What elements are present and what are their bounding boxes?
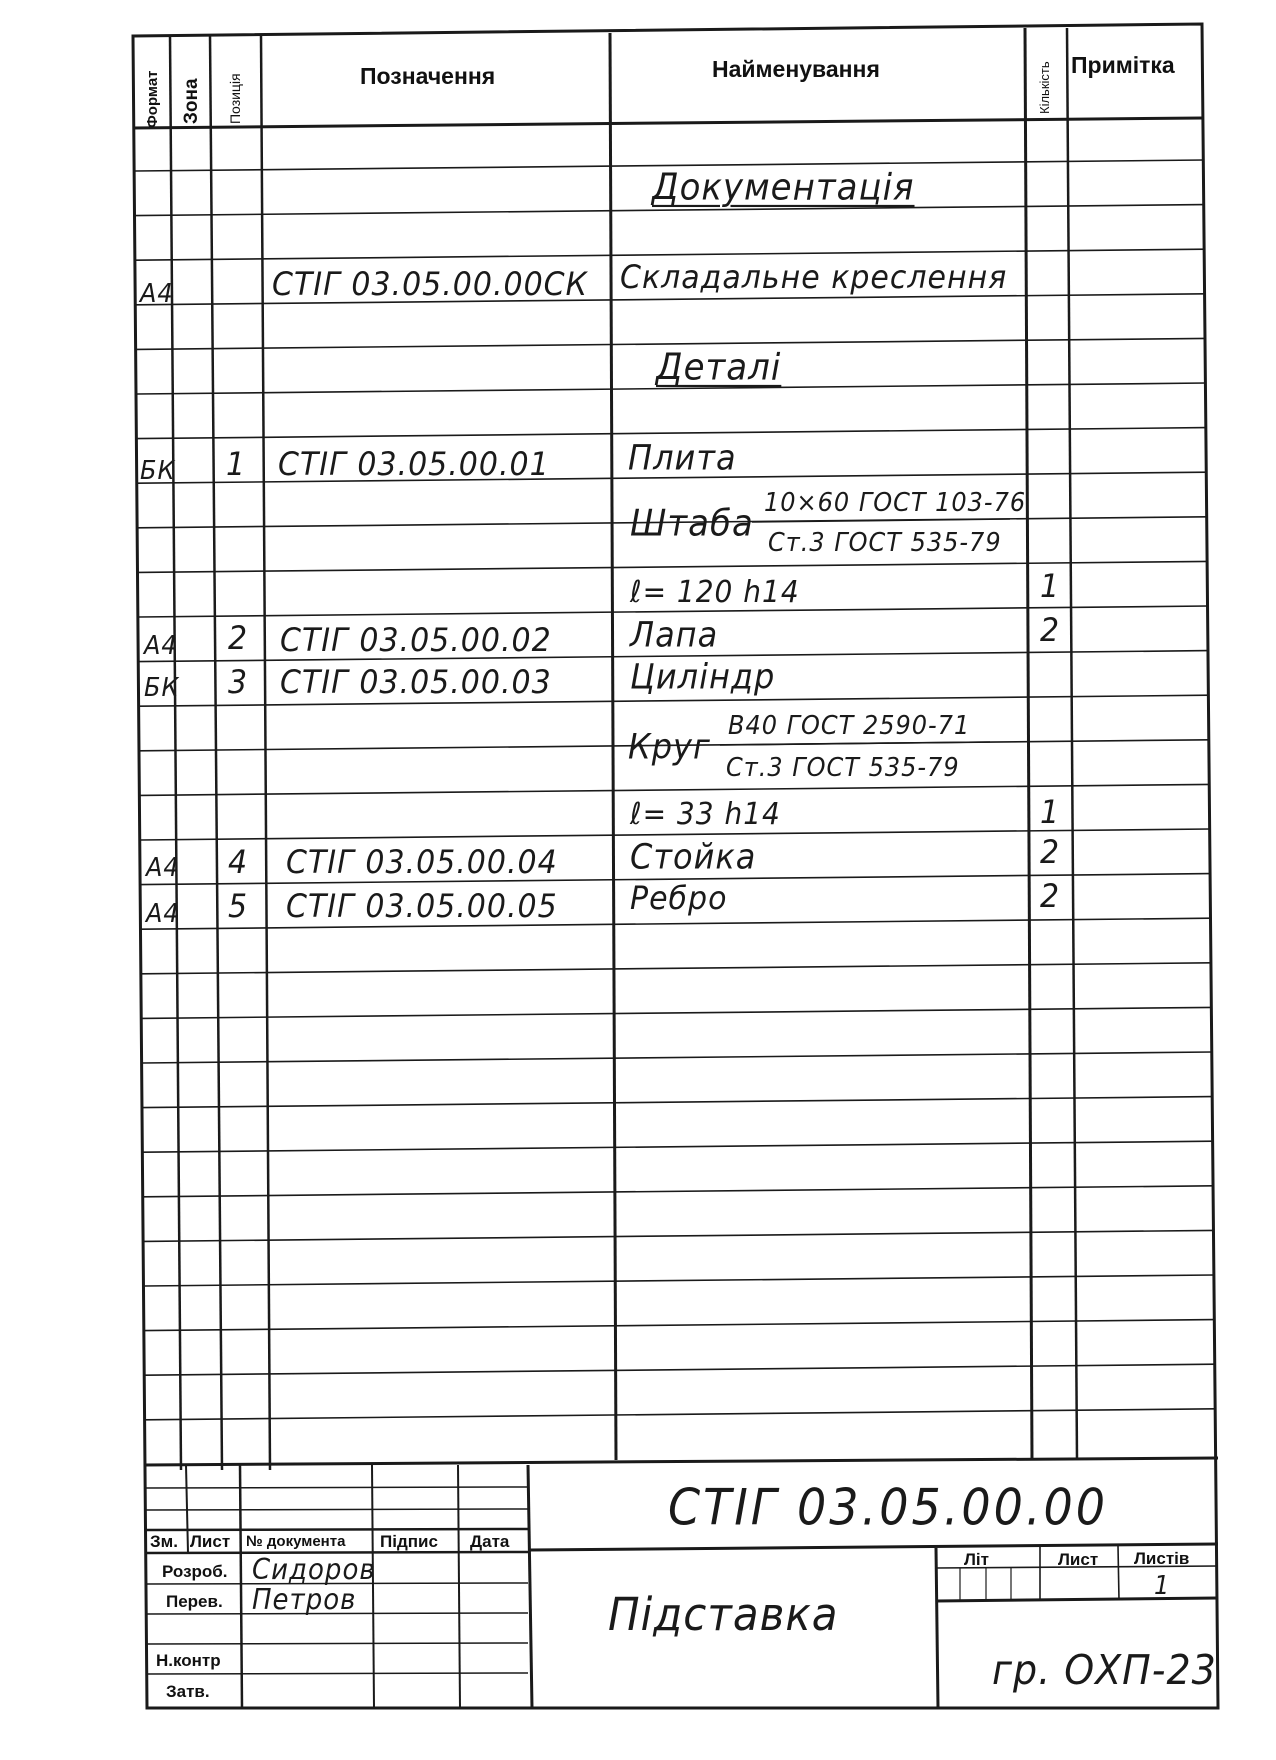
- row5-name: Стойка: [630, 836, 757, 878]
- row2-material-bottom: Ст.3 ГОСТ 535-79: [768, 527, 1002, 558]
- row3-name: Лапа: [630, 614, 719, 656]
- table-row-line: [145, 1364, 1214, 1375]
- row4-name: Циліндр: [630, 656, 776, 698]
- tb-label-sheet: Лист: [190, 1532, 231, 1551]
- row6-designation: СТІГ 03.05.00.05: [286, 888, 558, 926]
- tb-label-approved: Затв.: [166, 1682, 210, 1701]
- row2-material-label: Штаба: [630, 502, 754, 546]
- row3-designation: СТІГ 03.05.00.02: [280, 622, 552, 660]
- tb-label-checked: Перев.: [166, 1592, 223, 1611]
- section-documentation: Документація: [652, 166, 915, 210]
- row4-designation: СТІГ 03.05.00.03: [280, 664, 552, 702]
- header-note: Примітка: [1071, 52, 1175, 78]
- row1-designation: СТІГ 03.05.00.00СК: [272, 266, 588, 304]
- row4-position: 3: [228, 664, 249, 702]
- row3-format: А4: [144, 630, 178, 661]
- row6-quantity: 2: [1040, 878, 1061, 916]
- tb-label-norm-control: Н.контр: [156, 1651, 221, 1670]
- row4-format: БК: [144, 672, 180, 703]
- row2-material-top: 10×60 ГОСТ 103-76: [764, 487, 1027, 518]
- document-code: СТІГ 03.05.00.00: [668, 1478, 1109, 1537]
- row3-position: 2: [228, 620, 249, 658]
- row4-material-label: Круг: [628, 726, 711, 768]
- header-designation: Позначення: [360, 63, 496, 89]
- row6-position: 5: [228, 888, 249, 926]
- row6-format: А4: [146, 898, 180, 929]
- row1-format: А4: [140, 278, 174, 309]
- row2-length: ℓ= 120 h14: [630, 574, 800, 610]
- tb-label-signature: Підпис: [380, 1532, 438, 1551]
- tb-sheets-count: 1: [1154, 1570, 1171, 1601]
- header-position: Позиція: [227, 73, 243, 124]
- row4-length: ℓ= 33 h14: [630, 796, 781, 832]
- tb-label-sheet2: Лист: [1058, 1550, 1099, 1569]
- table-row-line: [145, 1275, 1214, 1286]
- tb-label-date: Дата: [470, 1532, 510, 1551]
- row2-designation: СТІГ 03.05.00.01: [278, 446, 550, 484]
- row6-name: Ребро: [630, 880, 728, 918]
- row2-quantity: 1: [1040, 568, 1061, 606]
- product-name: Підставка: [608, 1588, 839, 1641]
- row5-format: А4: [146, 852, 180, 883]
- tb-label-developed: Розроб.: [162, 1562, 228, 1581]
- row5-designation: СТІГ 03.05.00.04: [286, 844, 558, 882]
- tb-checker: Петров: [252, 1584, 357, 1617]
- header-format: Формат: [144, 70, 161, 128]
- header-quantity: Кількість: [1037, 61, 1052, 114]
- header-zone: Зона: [181, 78, 202, 124]
- tb-label-sheets: Листів: [1134, 1549, 1190, 1568]
- row2-format: БК: [140, 455, 176, 486]
- row5-position: 4: [228, 844, 249, 882]
- row3-quantity: 2: [1040, 612, 1061, 650]
- row1-name: Складальне креслення: [620, 259, 1008, 297]
- row4-material-top: В40 ГОСТ 2590-71: [728, 710, 971, 741]
- row4-quantity: 1: [1040, 794, 1061, 832]
- tb-label-change: Зм.: [150, 1532, 178, 1551]
- table-row-line: [142, 963, 1211, 974]
- table-row-line: [142, 1007, 1211, 1018]
- row4-material-bottom: Ст.3 ГОСТ 535-79: [726, 752, 960, 783]
- row2-name: Плита: [628, 437, 737, 479]
- table-row-line: [146, 1409, 1215, 1420]
- table-row-line: [143, 1141, 1212, 1152]
- table-row-line: [143, 1097, 1212, 1108]
- group-name: гр. ОХП-23: [992, 1646, 1217, 1694]
- section-details: Деталі: [656, 346, 782, 390]
- tb-developer: Сидоров: [252, 1554, 376, 1587]
- table-row-line: [145, 1320, 1214, 1331]
- table-row-line: [144, 1230, 1213, 1241]
- row2-position: 1: [226, 446, 247, 484]
- table-row-line: [143, 1052, 1212, 1063]
- row5-quantity: 2: [1040, 834, 1061, 872]
- tb-label-lit: Літ: [964, 1550, 989, 1569]
- header-name: Найменування: [712, 56, 880, 82]
- tb-label-doc-no: № документа: [246, 1533, 346, 1550]
- table-row-line: [144, 1186, 1213, 1197]
